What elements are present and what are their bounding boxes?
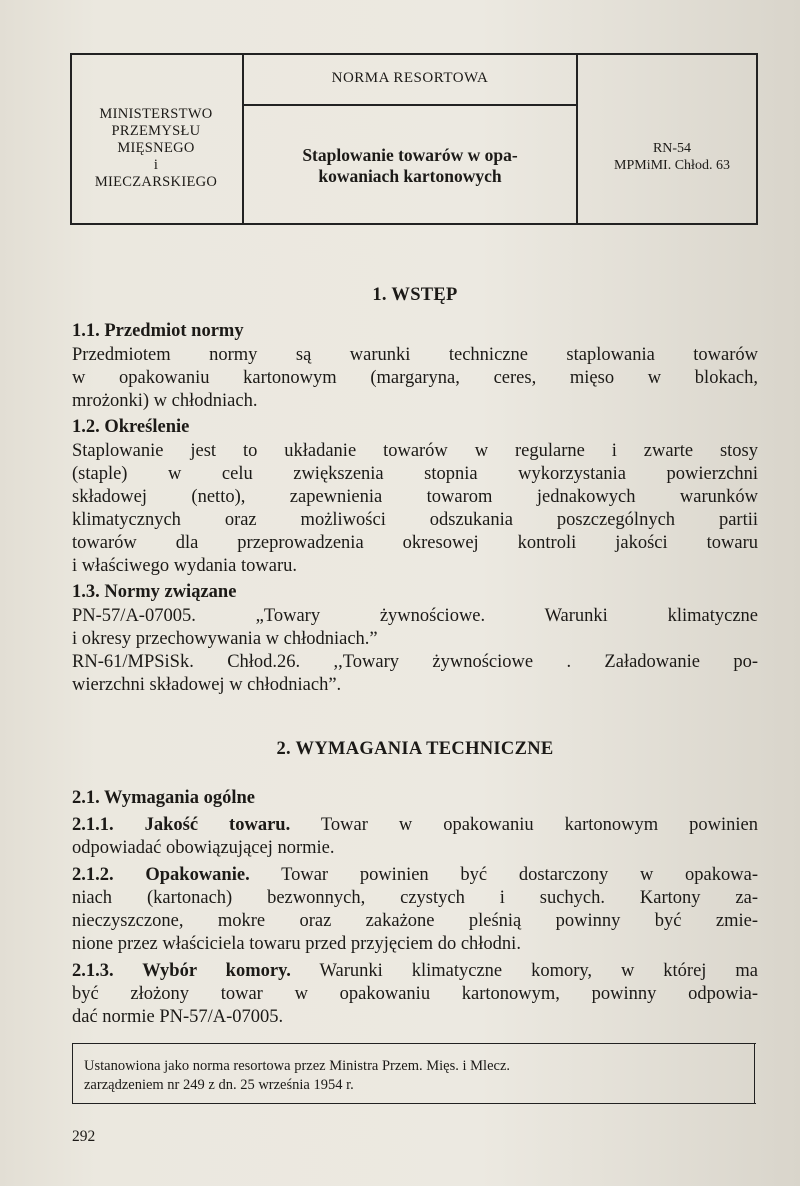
norm-code: RN-54 MPMiMI. Chłod. 63 (614, 141, 730, 173)
footnote-line: zarządzeniem nr 249 z dn. 25 września 1954 r. (84, 1077, 354, 1093)
paragraph-line: odpowiadać obowiązującej normie. (72, 838, 335, 858)
paragraph-line: 2.1.1. Jakość towaru. Towar w opakowaniu kartonowym powinien (72, 815, 758, 835)
paragraph-line: Staplowanie jest to układanie towarów w regularne i zwarte stosy (72, 441, 758, 461)
paragraph-line: mrożonki) w chłodniach. (72, 391, 258, 411)
paragraph-line: towarów dla przeprowadzenia okresowej kontroli jakości towaru (72, 533, 758, 553)
norma-label: NORMA RESORTOWA (331, 69, 489, 86)
section-2-1-heading: 2.1. Wymagania ogólne (72, 788, 255, 808)
paragraph-line: nione przez właściciela towaru przed przyjęciem do chłodni. (72, 934, 521, 954)
paragraph-line: być złożony towar w opakowaniu kartonowym, powinny odpowia- (72, 984, 758, 1004)
paragraph-line: wierzchni składowej w chłodniach”. (72, 675, 342, 695)
paragraph-line: nieczyszczone, mokre oraz zakażone pleśnią powinny być zmie- (72, 911, 758, 931)
paragraph-line: (staple) w celu zwiększenia stopnia wykorzystania powierzchni (72, 464, 758, 484)
paragraph-line: niach (kartonach) bezwonnych, czystych i suchych. Kartony za- (72, 888, 758, 908)
paragraph-line: w opakowaniu kartonowym (margaryna, ceres, mięso w blokach, (72, 368, 758, 388)
paragraph-line: 2.1.3. Wybór komory. Warunki klimatyczne komory, w której ma (72, 961, 758, 981)
document-title: Staplowanie towarów w opa- kowaniach kartonowych (302, 145, 518, 186)
section-1-3-heading: 1.3. Normy związane (72, 582, 237, 602)
paragraph-line: i właściwego wydania towaru. (72, 556, 298, 576)
section-1-2-heading: 1.2. Określenie (72, 417, 190, 437)
section-1-1-heading: 1.1. Przedmiot normy (72, 321, 244, 341)
paragraph-line: PN-57/A-07005. „Towary żywnościowe. Warunki klimatyczne (72, 606, 758, 626)
paragraph-line: składowej (netto), zapewnienia towarom jednakowych warunków (72, 487, 758, 507)
paragraph-line: RN-61/MPSiSk. Chłod.26. ,,Towary żywnościowe . Załadowanie po- (72, 652, 758, 672)
paragraph-line: Przedmiotem normy są warunki techniczne staplowania towarów (72, 345, 758, 365)
page-number: 292 (72, 1128, 96, 1145)
section-1-heading: 1. WSTĘP (372, 285, 458, 305)
ministry-name: MINISTERSTWO PRZEMYSŁU MIĘSNEGO i MIECZARSKIEGO (94, 105, 218, 190)
footnote-line: Ustanowiona jako norma resortowa przez Ministra Przem. Mięs. i Mlecz. (84, 1058, 511, 1074)
paragraph-line: klimatycznych oraz możliwości odszukania poszczególnych partii (72, 510, 758, 530)
section-2-heading: 2. WYMAGANIA TECHNICZNE (276, 739, 554, 759)
paragraph-line: 2.1.2. Opakowanie. Towar powinien być dostarczony w opakowa- (72, 865, 759, 885)
footnote-box (72, 1043, 756, 1105)
header-table (70, 53, 758, 225)
paragraph-line: i okresy przechowywania w chłodniach.” (72, 629, 378, 649)
paragraph-line: dać normie PN-57/A-07005. (72, 1007, 284, 1027)
